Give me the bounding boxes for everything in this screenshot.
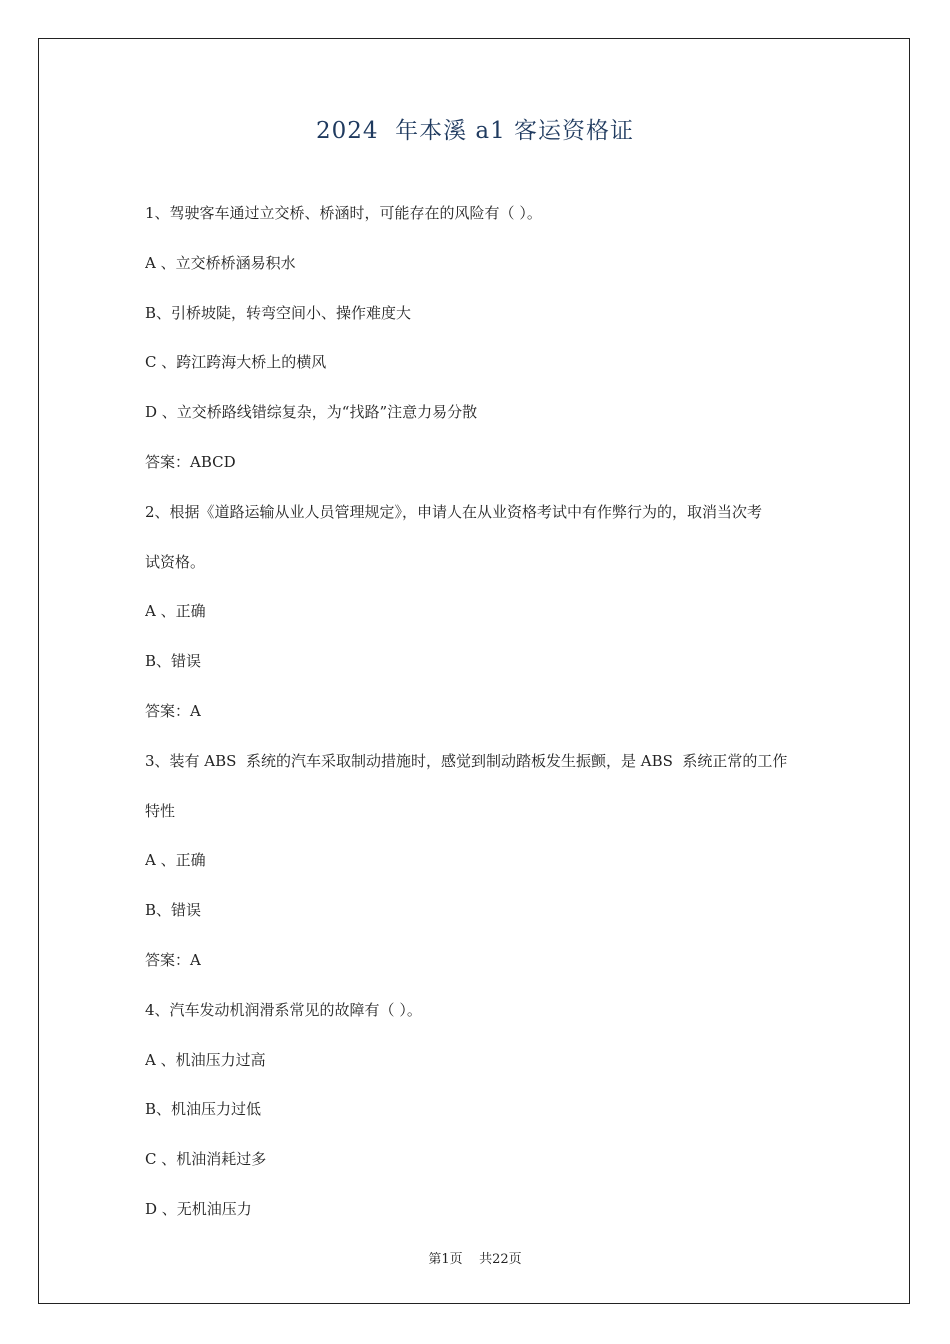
- question-3-answer: 答案：A: [145, 950, 201, 969]
- document-title: 2024 年本溪 a1 客运资格证: [315, 118, 635, 144]
- question-4-option-a: A 、机油压力过高: [145, 1050, 266, 1069]
- question-3-text-continued: 特性: [145, 801, 176, 820]
- question-3-text: 3、装有 ABS 系统的汽车采取制动措施时，感觉到制动踏板发生振颤，是 ABS 系统正常的工作: [145, 751, 788, 770]
- question-1-option-a: A 、立交桥桥涵易积水: [145, 253, 296, 272]
- question-4-text: 4、汽车发动机润滑系常见的故障有（ ）。: [145, 1000, 422, 1019]
- question-1-text: 1、驾驶客车通过立交桥、桥涵时，可能存在的风险有（ ）。: [145, 204, 542, 222]
- question-4-option-c: C 、机油消耗过多: [145, 1150, 267, 1169]
- question-2-answer: 答案：A: [145, 701, 201, 720]
- question-3-option-a: A 、正确: [145, 851, 206, 870]
- question-1-option-d: D 、立交桥路线错综复杂，为“找路”注意力易分散: [145, 403, 478, 422]
- question-2-text: 2、根据《道路运输从业人员管理规定》，申请人在从业资格考试中有作弊行为的，取消当次考: [145, 502, 763, 521]
- question-4-option-d: D 、无机油压力: [145, 1199, 252, 1218]
- question-4-option-b: B、机油压力过低: [145, 1100, 262, 1119]
- question-2-option-b: B、错误: [145, 652, 202, 671]
- page-footer: 第1页 共22页: [428, 1252, 522, 1267]
- question-3-option-b: B、错误: [145, 901, 202, 920]
- question-1-option-c: C 、跨江跨海大桥上的横风: [145, 353, 327, 372]
- question-2-text-continued: 试资格。: [145, 552, 206, 571]
- document-body: [145, 200, 815, 1246]
- question-1-answer: 答案：ABCD: [145, 452, 236, 471]
- question-2-option-a: A 、正确: [145, 602, 206, 621]
- question-1-option-b: B、引桥坡陡，转弯空间小、操作难度大: [145, 303, 412, 322]
